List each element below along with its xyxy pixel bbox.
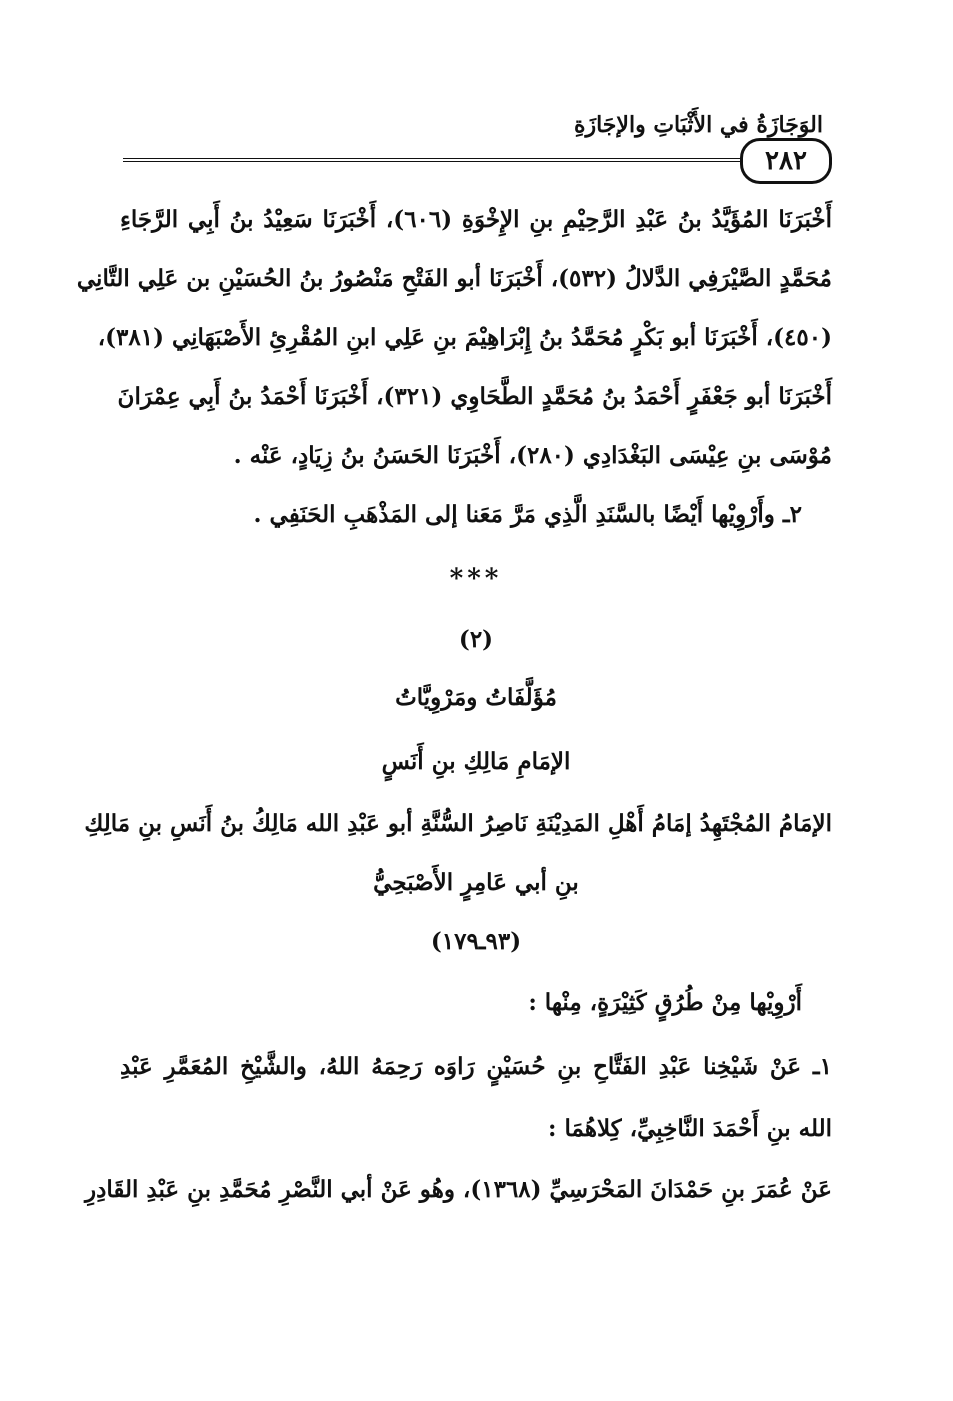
section-heading: مُؤَلَّفَاتُ ومَرْوِيَّاتُ bbox=[395, 684, 557, 711]
section-divider-stars: *** bbox=[449, 564, 503, 594]
text-line-numbered: ٢ـ وأَرْوِيْها أَيْضًا بالسَّنَدِ الَّذِي مَرَّ مَعَنا إلى المَذْهَبِ الحَنَفِي . bbox=[253, 501, 802, 528]
date-range: (٩٣ـ١٧٩) bbox=[430, 928, 522, 955]
text-line: الله بنِ أَحْمَدَ النَّاخِبِيِّ، كِلاهُمَا : bbox=[548, 1115, 832, 1142]
running-header-title: الوَجَازَةُ في الأَثْبَاتِ والإجَازَةِ bbox=[573, 112, 823, 138]
text-line: مُحَمَّدٍ الصَّيْرَفِي الدَّلالُ (٥٣٢)، أَخْبَرَنَا أبو الفَتْحِ مَنْصُورُ بنُ الحُسَيْنِ بن عَلِي التَّانِي bbox=[76, 265, 832, 292]
text-line: أَرْوِيْها مِنْ طُرُقٍ كَثِيْرَةٍ، مِنْها : bbox=[528, 989, 802, 1016]
header-rule bbox=[123, 158, 828, 162]
page-body bbox=[76, 190, 832, 1222]
text-line: أَخْبَرَنَا أبو جَعْفَرٍ أَحْمَدُ بنُ مُحَمَّدٍ الطَّحَاوِي (٣٢١)، أَخْبَرَنَا أَحْمَدُ بنُ أَبِي عِمْرَانَ bbox=[117, 383, 832, 410]
text-line-numbered: ١ـ عَنْ شَيْخِنا عَبْدِ الفَتَّاحِ بنِ حُسَيْنٍ رَاوَه رَحِمَهُ اللهُ، والشَّيْخِ المُعَمَّرِ عَبْدِ bbox=[120, 1053, 832, 1080]
section-number: (٢) bbox=[458, 626, 494, 653]
section-subheading: الإمَامِ مَالِكِ بنِ أَنَسٍ bbox=[381, 748, 571, 775]
text-line: أَخْبَرَنَا المُؤَيَّدُ بنُ عَبْدِ الرَّحِيْمِ بنِ الإِخْوَةِ (٦٠٦)، أَخْبَرَنَا سَعِيْدُ بنُ أَبِي الرَّجَاءِ bbox=[120, 206, 832, 233]
text-line-centered: بنِ أبي عَامِرٍ الأَصْبَحِيُّ bbox=[373, 869, 579, 896]
text-line: (٤٥٠)، أَخْبَرَنَا أبو بَكْرٍ مُحَمَّدُ بنُ إِبْرَاهِيْمَ بنِ عَلِي ابنِ المُقْرِئِ الأَصْبَهَانِي (٣٨١)، bbox=[97, 324, 832, 351]
text-line: مُوْسَى بنِ عِيْسَى البَغْدَادِي (٢٨٠)، أَخْبَرَنَا الحَسَنُ بنُ زِيَادٍ، عَنْه . bbox=[233, 442, 832, 469]
text-line: عَنْ عُمَرَ بنِ حَمْدَانَ المَحْرَسِيِّ (١٣٦٨)، وهُو عَنْ أبي النَّصْرِ مُحَمَّدِ بنِ عَبْدِ القَادِرِ bbox=[85, 1176, 832, 1203]
page-number: ٢٨٢ bbox=[740, 138, 832, 184]
text-line: الإمَامُ المُجْتَهِدُ إمَامُ أَهْلِ المَدِيْنَةِ نَاصِرُ السُّنَّةِ أبو عَبْدِ الله مَالِكُ بنُ أَنَسِ بنِ مَالِكِ bbox=[84, 810, 832, 837]
